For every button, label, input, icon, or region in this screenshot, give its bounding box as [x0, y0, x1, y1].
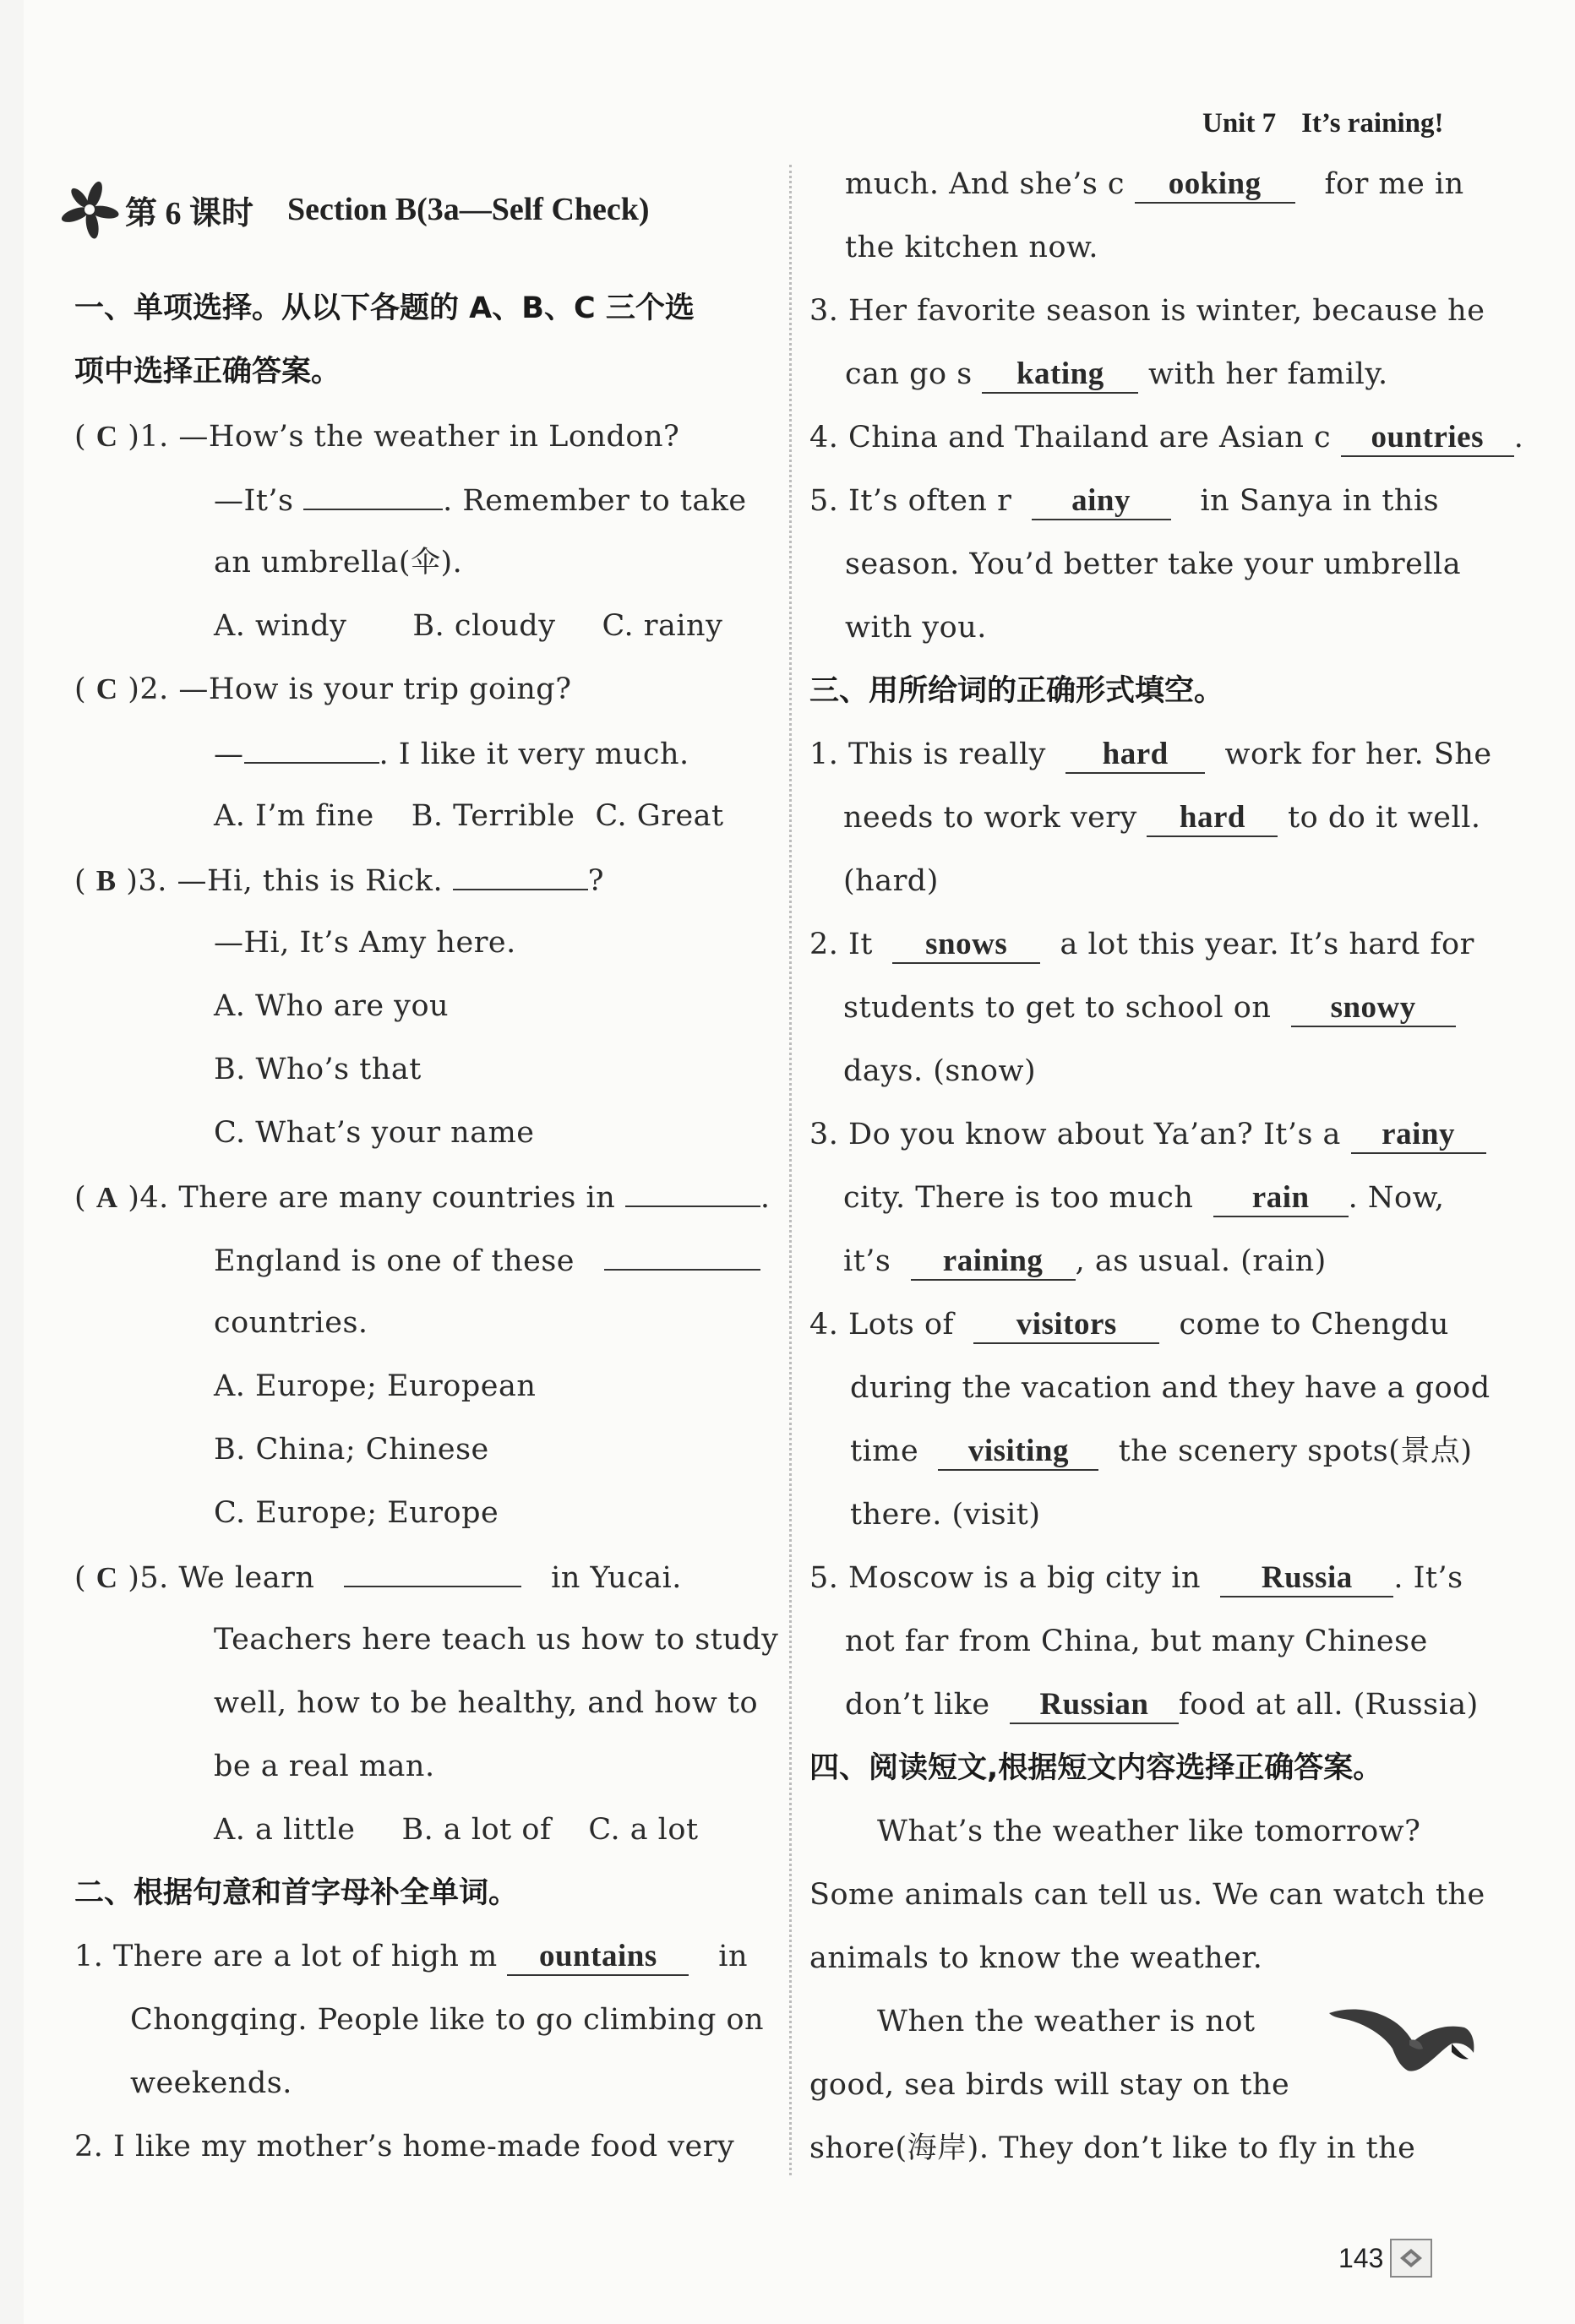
p2-q2-answer: ooking — [1135, 166, 1295, 204]
header-title: It’s raining! — [1301, 108, 1444, 139]
reading-line-5: good, sea birds will stay on the — [809, 2068, 1290, 2102]
p2-q1-answer: ountains — [507, 1939, 689, 1976]
p3-q2-line1: 2. It snows a lot this year. It’s hard for — [809, 923, 1474, 966]
p3-q2-answer-1: snows — [892, 927, 1040, 964]
p3-q5-answer-2: Russian — [1010, 1687, 1179, 1724]
p3-q1-line2: needs to work very hard to do it well. — [843, 797, 1481, 839]
q5-options — [214, 1809, 699, 1851]
part2-heading: 二、根据句意和首字母补全单词。 — [74, 1876, 519, 1910]
part3-heading: 三、用所给词的正确形式填空。 — [809, 674, 1224, 708]
p2-q2-line2: much. And she’s c ooking for me in — [845, 163, 1464, 205]
seagull-illustration — [1325, 1989, 1477, 2082]
p3-q3-answer-3: raining — [911, 1244, 1076, 1281]
p2-q2-line3: the kitchen now. — [845, 231, 1098, 264]
p3-q4-line2: during the vacation and they have a good — [850, 1371, 1491, 1405]
reading-line-1: What’s the weather like tomorrow? — [877, 1815, 1421, 1848]
p3-q3-line2: city. There is too much rain . Now, — [843, 1177, 1445, 1219]
p2-q2-line1: 2. I like my mother’s home-made food very — [74, 2130, 735, 2163]
p3-q1-answer-1: hard — [1065, 737, 1205, 774]
q3-answer: B — [95, 864, 117, 897]
q4-option-b: B. China; Chinese — [214, 1433, 489, 1467]
q4-blank-1 — [625, 1175, 760, 1207]
reading-line-6: shore(海岸). They don’t like to fly in the — [809, 2131, 1416, 2165]
q3-option-b: B. Who’s that — [214, 1053, 422, 1086]
q1-answer: C — [95, 420, 118, 453]
p2-q5-line2: season. You’d better take your umbrella — [845, 547, 1462, 581]
lesson-section: Section B(3a—Self Check) — [287, 192, 650, 227]
q5-option-a: A. a little — [214, 1813, 356, 1847]
column-divider — [789, 165, 792, 2175]
q5-answer: C — [95, 1561, 118, 1594]
q5-line3: well, how to be healthy, and how to — [214, 1686, 759, 1720]
q5-line2: Teachers here teach us how to study — [214, 1623, 779, 1657]
q1-line2: —It’s . Remember to take — [214, 478, 747, 522]
p3-q1-answer-2: hard — [1147, 800, 1278, 837]
p2-q5-line3: with you. — [845, 611, 987, 645]
lesson-title — [57, 177, 650, 242]
lesson-label: 第 6 课时 — [125, 195, 254, 231]
p3-q4-line1: 4. Lots of visitors come to Chengdu — [809, 1304, 1449, 1346]
q4-option-a: A. Europe; European — [214, 1369, 537, 1403]
part1-heading-line1: 一、单项选择。从以下各题的 A、B、C 三个选 — [74, 291, 695, 325]
p3-q3-line3: it’s raining , as usual. (rain) — [843, 1240, 1327, 1282]
q3-line2: —Hi, It’s Amy here. — [214, 926, 516, 960]
p2-q1-line1: 1. There are a lot of high m ountains in — [74, 1935, 748, 1978]
p3-q5-answer-1: Russia — [1220, 1560, 1393, 1597]
p3-q4-line3: time visiting the scenery spots(景点) — [850, 1430, 1473, 1472]
q2-blank — [244, 732, 379, 764]
q1-option-a: A. windy — [214, 609, 347, 643]
p3-q4-answer-1: visitors — [973, 1307, 1159, 1344]
q3-blank — [453, 858, 588, 890]
q5-line4: be a real man. — [214, 1750, 435, 1783]
q4-stem: ( A )4. There are many countries in . — [74, 1175, 771, 1219]
diamond-icon — [1390, 2239, 1432, 2278]
p3-q4-answer-2: visiting — [938, 1434, 1098, 1471]
q2-stem: ( C )2. —How is your trip going? — [74, 672, 572, 706]
q2-line2: — . I like it very much. — [214, 732, 689, 776]
q2-option-c: C. Great — [595, 799, 724, 833]
p2-q5-line1: 5. It’s often r ainy in Sanya in this — [809, 480, 1439, 522]
p3-q2-line3: days. (snow) — [843, 1054, 1037, 1088]
part4-heading: 四、阅读短文,根据短文内容选择正确答案。 — [809, 1751, 1383, 1785]
p2-q3-line2: can go s kating with her family. — [845, 353, 1388, 395]
p2-q1-line3: weekends. — [130, 2066, 292, 2100]
q3-option-a: A. Who are you — [214, 989, 450, 1023]
q4-line3: countries. — [214, 1306, 368, 1340]
p3-q3-line1: 3. Do you know about Ya’an? It’s a rainy — [809, 1113, 1486, 1156]
reading-line-3: animals to know the weather. — [809, 1941, 1263, 1975]
q5-stem: ( C )5. We learn in Yucai. — [74, 1555, 682, 1599]
q4-answer: A — [95, 1181, 118, 1214]
p3-q3-answer-2: rain — [1213, 1180, 1349, 1217]
q1-stem: ( C )1. —How’s the weather in London? — [74, 420, 680, 454]
p2-q4-answer: ountries — [1341, 420, 1514, 457]
running-header — [1202, 108, 1443, 139]
p3-q2-line2: students to get to school on snowy — [843, 987, 1456, 1029]
q5-option-c: C. a lot — [588, 1813, 699, 1847]
workbook-page — [24, 0, 1575, 2324]
q2-answer: C — [95, 672, 118, 705]
q3-stem: ( B )3. —Hi, this is Rick. ? — [74, 858, 604, 902]
q2-options — [214, 795, 724, 837]
p3-q5-line2: not far from China, but many Chinese — [845, 1625, 1428, 1658]
p2-q1-line2: Chongqing. People like to go climbing on — [130, 2003, 765, 2037]
q2-option-b: B. Terrible — [411, 799, 575, 833]
q5-blank — [344, 1555, 521, 1587]
flower-icon — [57, 177, 122, 242]
p3-q1-line3: (hard) — [843, 864, 939, 898]
part1-heading-line2: 项中选择正确答案。 — [74, 355, 341, 389]
q1-line3: an umbrella(伞). — [214, 546, 463, 580]
p3-q2-answer-2: snowy — [1291, 990, 1456, 1027]
q1-options — [214, 605, 722, 647]
reading-line-4: When the weather is not — [877, 2005, 1256, 2038]
q4-line2: England is one of these — [214, 1238, 760, 1282]
p2-q3-line1: 3. Her favorite season is winter, because he — [809, 294, 1485, 328]
p2-q5-answer: ainy — [1032, 483, 1171, 520]
q3-option-c: C. What’s your name — [214, 1116, 535, 1150]
q1-option-c: C. rainy — [602, 609, 723, 643]
q1-option-b: B. cloudy — [412, 609, 556, 643]
p3-q4-line4: there. (visit) — [850, 1498, 1041, 1532]
p3-q1-line1: 1. This is really hard work for her. She — [809, 733, 1492, 776]
p2-q3-answer: kating — [982, 356, 1138, 394]
q4-blank-2 — [604, 1238, 760, 1271]
q4-option-c: C. Europe; Europe — [214, 1496, 499, 1530]
reading-line-2: Some animals can tell us. We can watch the — [809, 1878, 1485, 1912]
p3-q3-answer-1: rainy — [1351, 1117, 1486, 1154]
page-number: 143 — [1338, 2239, 1432, 2278]
p3-q5-line1: 5. Moscow is a big city in Russia . It’s — [809, 1557, 1463, 1599]
p3-q5-line3: don’t like Russian food at all. (Russia) — [845, 1684, 1479, 1726]
q5-option-b: B. a lot of — [401, 1813, 552, 1847]
q2-option-a: A. I’m fine — [214, 799, 374, 833]
q1-blank — [303, 478, 443, 510]
p2-q4-line1: 4. China and Thailand are Asian c ountries . — [809, 416, 1523, 459]
header-unit: Unit 7 — [1202, 108, 1277, 139]
